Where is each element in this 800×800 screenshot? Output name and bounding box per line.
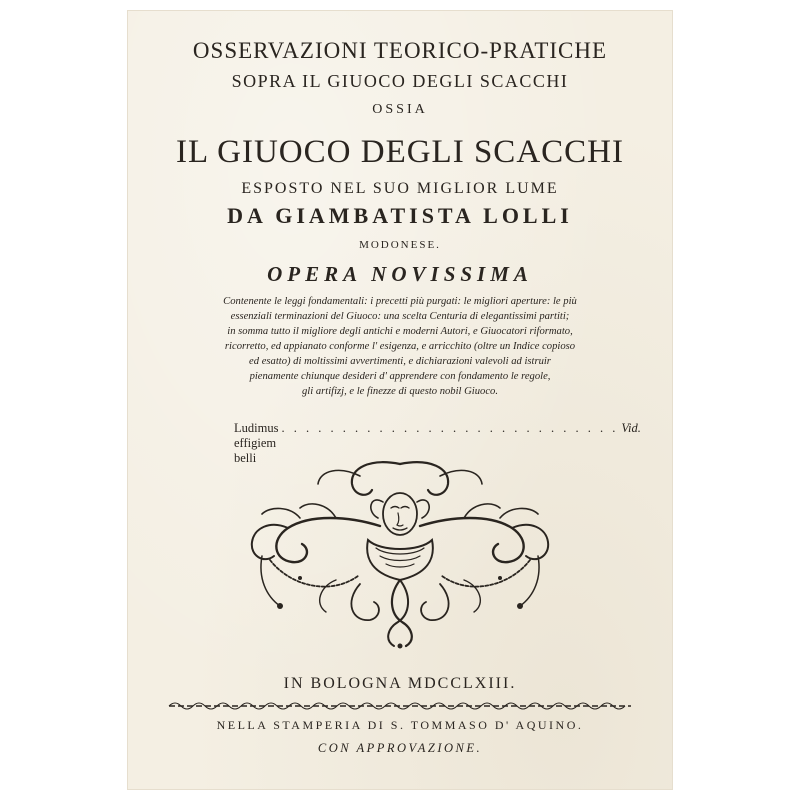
motto-source: Vid. — [621, 421, 641, 435]
description-line: pienamente chiunque desideri d' apprendere con fondamento le regole, — [249, 371, 551, 382]
title-line-1: OSSERVAZIONI TEORICO-PRATICHE — [192, 38, 608, 63]
title-line-3: OSSIA — [372, 102, 428, 117]
description-line: essenziali terminazioni del Giuoco: una scelta Centuria di elegantissimi partiti; — [230, 311, 570, 322]
title-page — [127, 10, 673, 790]
author-line: DA GIAMBATISTA LOLLI — [227, 203, 573, 228]
description-line: ricorretto, ed appianato conforme l' esigenza, e arricchito (oltre un Indice copioso — [224, 341, 576, 352]
motto-leader-dots: . . . . . . . . . . . . . . . . . . . . . . . . . . . . — [281, 421, 619, 435]
imprint-place-date: IN BOLOGNA MDCCLXIII. — [283, 675, 517, 692]
description-block — [167, 294, 633, 399]
title-line-5: ESPOSTO NEL SUO MIGLIOR LUME — [241, 180, 559, 197]
motto-text: Ludimus effigiem belli — [234, 421, 279, 465]
description-line: in somma tutto il migliore degli antichi e moderni Autori, e Giuocatori riformato, — [227, 326, 573, 337]
main-title: IL GIUOCO DEGLI SCACCHI — [175, 134, 624, 170]
description-line: ed esatto) di moltissimi avvertimenti, e dichiarazioni valevoli ad istruir — [249, 356, 551, 367]
description-line: Contenente le leggi fondamentali: i precetti più purgati: le migliori aperture: le più — [223, 296, 577, 307]
author-origin: MODONESE. — [359, 239, 441, 251]
decorative-rule-icon — [169, 700, 631, 712]
approval-line: CON APPROVAZIONE. — [317, 741, 483, 755]
description-line: gli artifizj, e le finezze di questo nobil Giuoco. — [302, 386, 498, 397]
subtitle: OPERA NOVISSIMA — [267, 262, 533, 286]
printer-line: NELLA STAMPERIA DI S. TOMMASO D' AQUINO. — [216, 718, 584, 732]
decorative-vignette-icon — [240, 456, 560, 650]
title-line-2: SOPRA IL GIUOCO DEGLI SCACCHI — [231, 71, 569, 91]
